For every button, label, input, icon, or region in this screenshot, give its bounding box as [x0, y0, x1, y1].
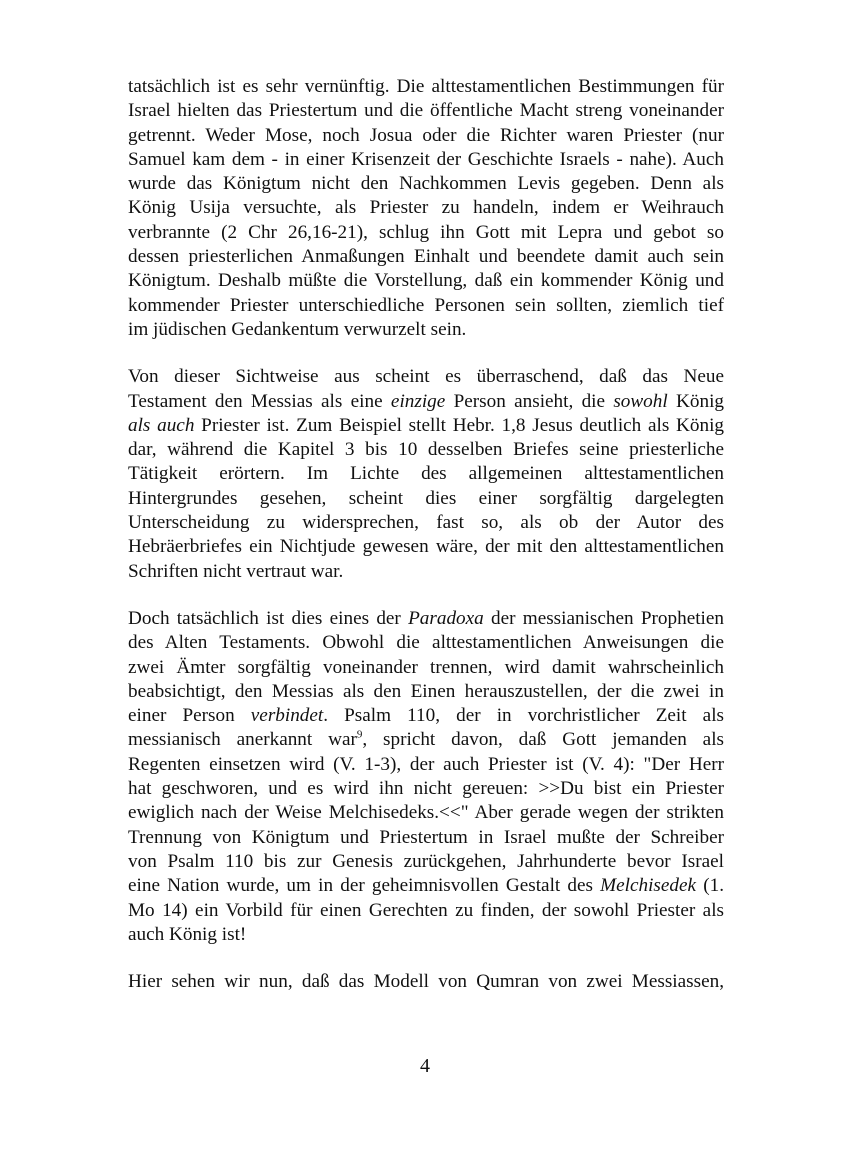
text-line: von Psalm 110 bis zur Genesis zurückgehen, Jahrhunderte bevor Israel	[128, 850, 724, 872]
text-line: Unterscheidung zu widersprechen, fast so, als ob der Autor des	[128, 512, 724, 534]
emphasis-text: sowohl	[613, 390, 668, 412]
text-line: Mo 14) ein Vorbild für einen Gerechten zu finden, der sowohl Priester als	[128, 899, 724, 921]
text-line: dessen priesterlichen Anmaßungen Einhalt und beendete damit auch sein	[128, 246, 724, 268]
text-line: auch König ist!	[128, 923, 247, 945]
paragraph-3	[128, 607, 724, 947]
text-line: getrennt. Weder Mose, noch Josua oder die Richter waren Priester (nur	[128, 124, 724, 146]
text-line: Königtum. Deshalb müßte die Vorstellung, daß ein kommender König und	[128, 270, 724, 292]
text-line: Hier sehen wir nun, daß das Modell von Qumran von zwei Messiassen,	[128, 971, 724, 993]
paragraph-2	[128, 365, 724, 584]
page-number: 4	[420, 1055, 430, 1077]
text-line: ewiglich nach der Weise Melchisedeks.<<" Aber gerade wegen der strikten	[128, 802, 724, 824]
text-line: Von dieser Sichtweise aus scheint es überraschend, daß das Neue	[128, 366, 724, 388]
emphasis-text: einzige	[390, 390, 446, 412]
text-line: messianisch anerkannt war$^9$, spricht davon, daß Gott jemanden als	[128, 729, 724, 751]
text-line: beabsichtigt, den Messias als den Einen herauszustellen, der die zwei in	[128, 680, 724, 702]
emphasis-text: als auch	[128, 414, 195, 436]
document-body	[128, 75, 724, 1017]
text-line: dar, während die Kapitel 3 bis 10 desselben Briefes seine priesterliche	[128, 439, 724, 461]
text-line: Israel hielten das Priestertum und die öffentliche Macht streng voneinander	[128, 100, 724, 122]
text-line: Testament den Messias als eine einzige Person ansieht, die sowohl König	[128, 390, 724, 412]
text-line: Hintergrundes gesehen, scheint dies einer sorgfältig dargelegten	[128, 487, 724, 509]
text-line: kommender Priester unterschiedliche Personen sein sollten, ziemlich tief	[128, 294, 724, 316]
text-line: Hebräerbriefes ein Nichtjude gewesen wäre, der mit den alttestamentlichen	[128, 536, 724, 558]
text-line: im jüdischen Gedankentum verwurzelt sein.	[128, 318, 467, 340]
text-line: Trennung von Königtum und Priestertum in Israel mußte der Schreiber	[128, 826, 724, 848]
text-line: hat geschworen, und es wird ihn nicht gereuen: >>Du bist ein Priester	[128, 778, 724, 800]
text-line: Schriften nicht vertraut war.	[128, 560, 344, 582]
footnote-marker: 9	[356, 729, 363, 742]
text-line: Doch tatsächlich ist dies eines der Paradoxa der messianischen Prophetien	[128, 607, 724, 629]
text-line: eine Nation wurde, um in der geheimnisvollen Gestalt des Melchisedek (1.	[128, 875, 724, 897]
text-line: Tätigkeit erörtern. Im Lichte des allgemeinen alttestamentlichen	[128, 463, 724, 485]
text-line: einer Person verbindet. Psalm 110, der in vorchristlicher Zeit als	[128, 705, 724, 727]
text-line: Regenten einsetzen wird (V. 1-3), der auch Priester ist (V. 4): "Der Herr	[128, 753, 724, 775]
paragraph-1	[128, 75, 724, 342]
text-line: König Usija versuchte, als Priester zu handeln, indem er Weihrauch	[128, 197, 724, 219]
text-line: tatsächlich ist es sehr vernünftig. Die alttestamentlichen Bestimmungen für	[128, 76, 724, 97]
emphasis-text: Paradoxa	[408, 607, 484, 629]
text-line: Samuel kam dem - in einer Krisenzeit der Geschichte Israels - nahe). Auch	[128, 148, 724, 170]
paragraph-4	[128, 970, 724, 994]
text-line: des Alten Testaments. Obwohl die alttestamentlichen Anweisungen die	[128, 632, 724, 654]
text-line: wurde das Königtum nicht den Nachkommen Levis gegeben. Denn als	[128, 173, 724, 195]
text-line: als auch Priester ist. Zum Beispiel stellt Hebr. 1,8 Jesus deutlich als König	[128, 414, 724, 436]
text-line: zwei Ämter sorgfältig voneinander trennen, wird damit wahrscheinlich	[128, 656, 724, 678]
emphasis-text: Melchisedek	[600, 875, 697, 897]
text-line: verbrannte (2 Chr 26,16-21), schlug ihn Gott mit Lepra und gebot so	[128, 221, 724, 243]
emphasis-text: verbindet	[250, 705, 324, 727]
